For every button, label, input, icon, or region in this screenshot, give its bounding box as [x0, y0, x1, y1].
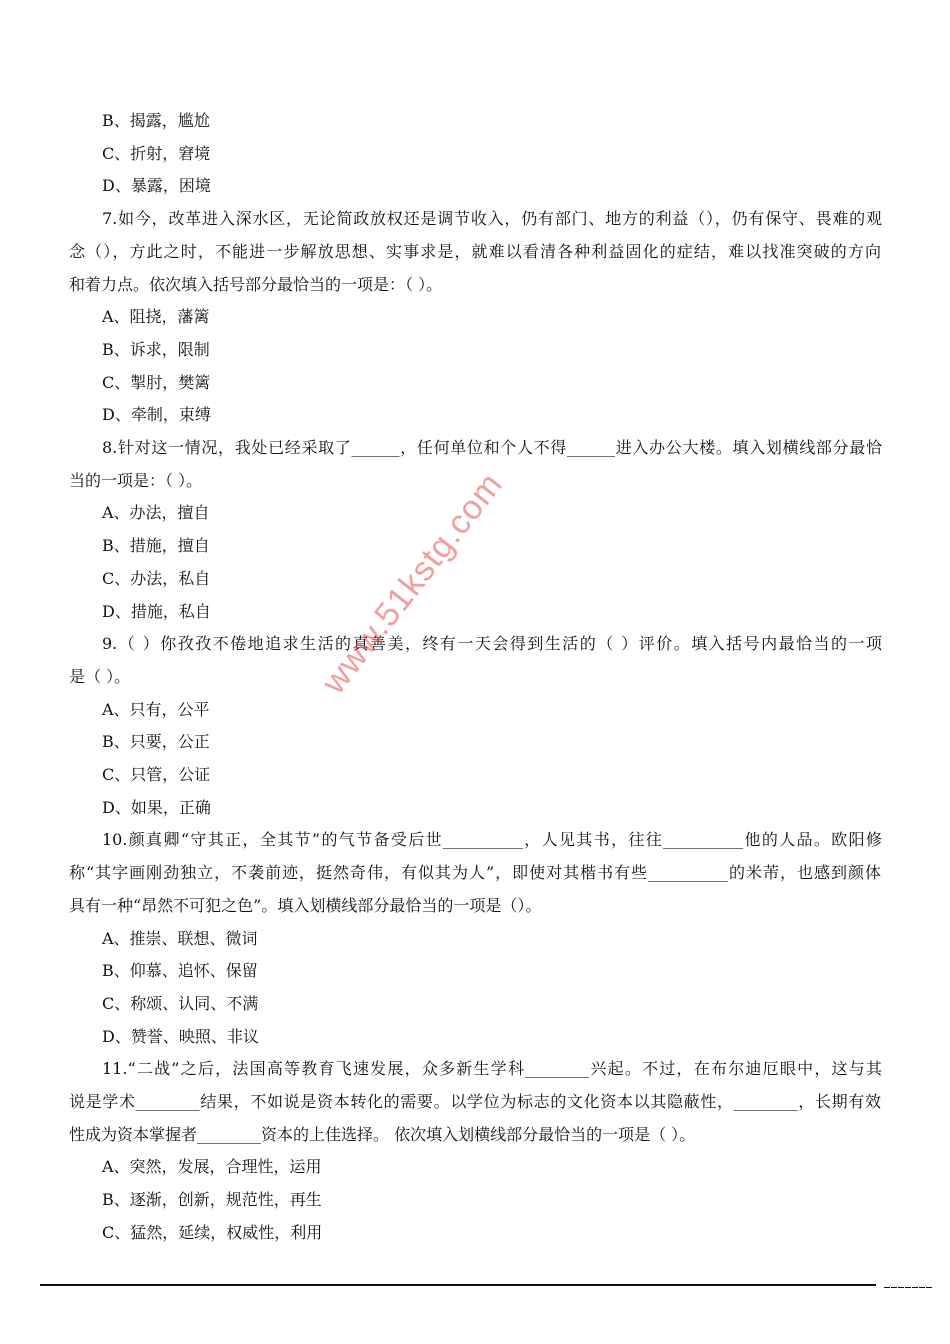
- watermark: www.51kstg.com: [314, 465, 511, 701]
- question-text-line: 11.“二战”之后，法国高等教育飞速发展，众多新生学科________兴起。不过，在布尔迪厄眼中，这与其: [102, 1059, 882, 1079]
- option-text: B、措施，擅自: [102, 536, 210, 556]
- footer-rule: [40, 1284, 876, 1286]
- question-text-line: 10.颜真卿“守其正，全其节”的气节备受后世__________，人见其书，往往__________他的人品。欧阳修: [102, 830, 882, 850]
- option-text: D、暴露，困境: [102, 176, 211, 196]
- answer-option: [0, 536, 950, 556]
- option-text: D、赞誉、映照、非议: [102, 1026, 259, 1046]
- answer-option: [0, 994, 950, 1014]
- answer-option: [0, 405, 950, 425]
- answer-option: [0, 1027, 950, 1047]
- answer-option: [0, 700, 950, 720]
- option-text: A、只有，公平: [102, 699, 210, 719]
- answer-option: [0, 1223, 950, 1243]
- answer-option: [0, 111, 950, 131]
- question-text-line: 性成为资本掌握者________资本的上佳选择。 依次填入划横线部分最恰当的一项是（ ）。: [69, 1124, 696, 1144]
- question-line: [0, 830, 950, 850]
- option-text: C、只管，公证: [102, 765, 211, 784]
- question-line: [0, 275, 950, 295]
- answer-option: [0, 798, 950, 818]
- question-text-line: 念（），方此之时，不能进一步解放思想、实事求是，就难以看清各种利益固化的症结，难以找准突破的方向: [69, 241, 881, 261]
- option-text: A、突然，发展，合理性，运用: [102, 1157, 322, 1177]
- option-text: C、办法，私自: [102, 568, 211, 588]
- question-line: [0, 896, 950, 916]
- option-text: B、揭露，尴尬: [102, 111, 210, 130]
- qr-code-icon: [884, 1278, 944, 1288]
- answer-option: [0, 569, 950, 589]
- answer-option: [0, 176, 950, 196]
- question-text-line: 称“其字画刚劲独立，不袭前迹，挺然奇伟，有似其为人”，即使对其楷书有些__________的米芾，也感到颜体: [69, 863, 881, 883]
- question-line: [0, 634, 950, 654]
- answer-option: [0, 1190, 950, 1210]
- question-line: [0, 667, 950, 687]
- answer-option: [0, 307, 950, 327]
- answer-option: [0, 765, 950, 785]
- question-line: [0, 863, 950, 883]
- question-text-line: 9.（ ）你孜孜不倦地追求生活的真善美，终有一天会得到生活的（ ）评价。填入括号内最恰当的一项: [102, 634, 882, 654]
- question-line: [0, 1092, 950, 1112]
- question-text-line: 说是学术________结果，不如说是资本转化的需要。以学位为标志的文化资本以其隐蔽性，________，长期有效: [69, 1092, 881, 1111]
- question-text-line: 具有一种“昂然不可犯之色”。填入划横线部分最恰当的一项是（）。: [69, 895, 542, 915]
- option-text: C、称颂、认同、不满: [102, 993, 259, 1013]
- option-text: A、推崇、联想、微词: [102, 928, 258, 948]
- option-text: A、办法，擅自: [102, 503, 210, 523]
- option-text: B、逐渐，创新，规范性，再生: [102, 1190, 322, 1210]
- question-line: [0, 438, 950, 458]
- option-text: A、阻挠，藩篱: [102, 307, 210, 327]
- question-text-line: 7.如今，改革进入深水区，无论简政放权还是调节收入，仍有部门、地方的利益（），仍有保守、畏难的观: [102, 209, 882, 229]
- option-text: B、只要，公正: [102, 732, 210, 752]
- answer-option: [0, 144, 950, 164]
- option-text: B、诉求，限制: [102, 339, 210, 359]
- answer-option: [0, 732, 950, 752]
- question-line: [0, 1125, 950, 1145]
- answer-option: [0, 373, 950, 393]
- option-text: B、仰慕、追怀、保留: [102, 961, 258, 981]
- answer-option: [0, 929, 950, 949]
- question-line: [0, 209, 950, 229]
- question-text-line: 和着力点。依次填入括号部分最恰当的一项是：（ ）。: [69, 274, 443, 294]
- option-text: D、措施，私自: [102, 601, 211, 621]
- option-text: D、如果，正确: [102, 797, 211, 817]
- answer-option: [0, 961, 950, 981]
- option-text: D、牵制，束缚: [102, 405, 211, 425]
- option-text: C、折射，窘境: [102, 143, 211, 163]
- question-line: [0, 242, 950, 262]
- question-text-line: 当的一项是：（ ）。: [69, 470, 203, 490]
- question-line: [0, 1059, 950, 1079]
- option-text: C、掣肘，樊篱: [102, 372, 211, 392]
- question-text-line: 是（ ）。: [69, 666, 131, 686]
- question-text-line: 8.针对这一情况，我处已经采取了______，任何单位和个人不得______进入办公大楼。填入划横线部分最恰: [102, 438, 882, 457]
- answer-option: [0, 1157, 950, 1177]
- answer-option: [0, 340, 950, 360]
- answer-option: [0, 602, 950, 622]
- option-text: C、猛然，延续，权威性，利用: [102, 1222, 323, 1242]
